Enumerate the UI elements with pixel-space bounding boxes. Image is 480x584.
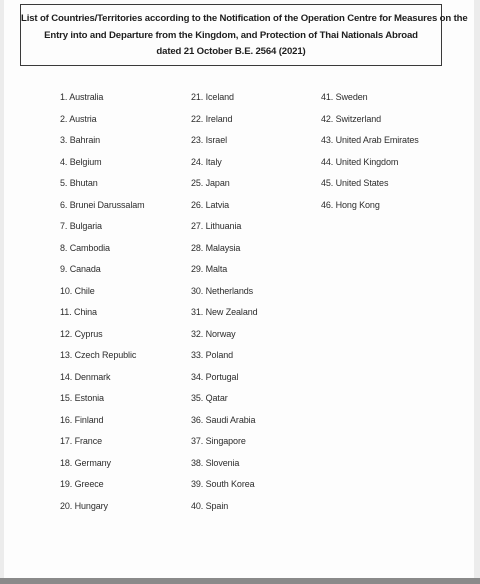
country-item: 20. Hungary xyxy=(60,500,108,511)
country-item: 8. Cambodia xyxy=(60,242,110,253)
country-item: 1. Australia xyxy=(60,92,104,102)
country-item: 16. Finland xyxy=(60,414,104,425)
country-item: 31. New Zealand xyxy=(191,307,258,317)
country-item: 45. United States xyxy=(321,178,389,188)
bottom-border xyxy=(0,578,480,584)
country-item: 35. Qatar xyxy=(191,393,228,403)
country-item: 2. Austria xyxy=(60,113,97,124)
title-line-1: List of Countries/Territories according to the Notification of the Operation Centre for Measures on the xyxy=(21,13,468,24)
country-item: 12. Cyprus xyxy=(60,328,103,339)
country-item: 46. Hong Kong xyxy=(321,199,380,210)
country-item: 19. Greece xyxy=(60,479,104,489)
country-item: 24. Italy xyxy=(191,156,222,167)
country-item: 41. Sweden xyxy=(321,92,368,102)
country-item: 18. Germany xyxy=(60,457,111,468)
country-item: 40. Spain xyxy=(191,500,229,511)
country-item: 32. Norway xyxy=(191,328,236,339)
country-item: 43. United Arab Emirates xyxy=(321,135,419,145)
country-item: 36. Saudi Arabia xyxy=(191,414,256,425)
country-item: 11. China xyxy=(60,307,97,317)
country-item: 4. Belgium xyxy=(60,156,102,167)
country-item: 10. Chile xyxy=(60,285,95,296)
country-item: 28. Malaysia xyxy=(191,242,241,253)
country-item: 30. Netherlands xyxy=(191,285,254,296)
country-item: 5. Bhutan xyxy=(60,178,98,188)
document-page xyxy=(4,0,474,578)
country-item: 34. Portugal xyxy=(191,371,239,382)
title-line-2: Entry into and Departure from the Kingdom, and Protection of Thai Nationals Abroad xyxy=(44,29,418,41)
country-item: 7. Bulgaria xyxy=(60,221,102,231)
country-item: 37. Singapore xyxy=(191,436,246,446)
country-item: 21. Iceland xyxy=(191,92,234,102)
country-list-column-3 xyxy=(321,91,419,220)
country-item: 44. United Kingdom xyxy=(321,156,399,167)
country-item: 25. Japan xyxy=(191,178,230,188)
country-item: 3. Bahrain xyxy=(60,135,101,145)
country-item: 22. Ireland xyxy=(191,113,233,124)
country-item: 9. Canada xyxy=(60,264,101,274)
country-item: 39. South Korea xyxy=(191,479,255,489)
country-item: 42. Switzerland xyxy=(321,113,382,124)
title-line-3: dated 21 October B.E. 2564 (2021) xyxy=(156,46,306,57)
country-item: 15. Estonia xyxy=(60,393,104,403)
title-box xyxy=(20,4,468,66)
country-list-column-1 xyxy=(60,91,145,521)
country-item: 23. Israel xyxy=(191,135,228,145)
country-list-column-2 xyxy=(191,91,258,521)
country-item: 29. Malta xyxy=(191,264,228,274)
country-item: 14. Denmark xyxy=(60,371,111,382)
country-item: 13. Czech Republic xyxy=(60,350,137,360)
country-item: 17. France xyxy=(60,436,103,446)
country-item: 26. Latvia xyxy=(191,199,230,210)
country-item: 38. Slovenia xyxy=(191,457,240,468)
country-item: 27. Lithuania xyxy=(191,221,242,231)
country-item: 33. Poland xyxy=(191,350,234,360)
country-item: 6. Brunei Darussalam xyxy=(60,199,145,210)
